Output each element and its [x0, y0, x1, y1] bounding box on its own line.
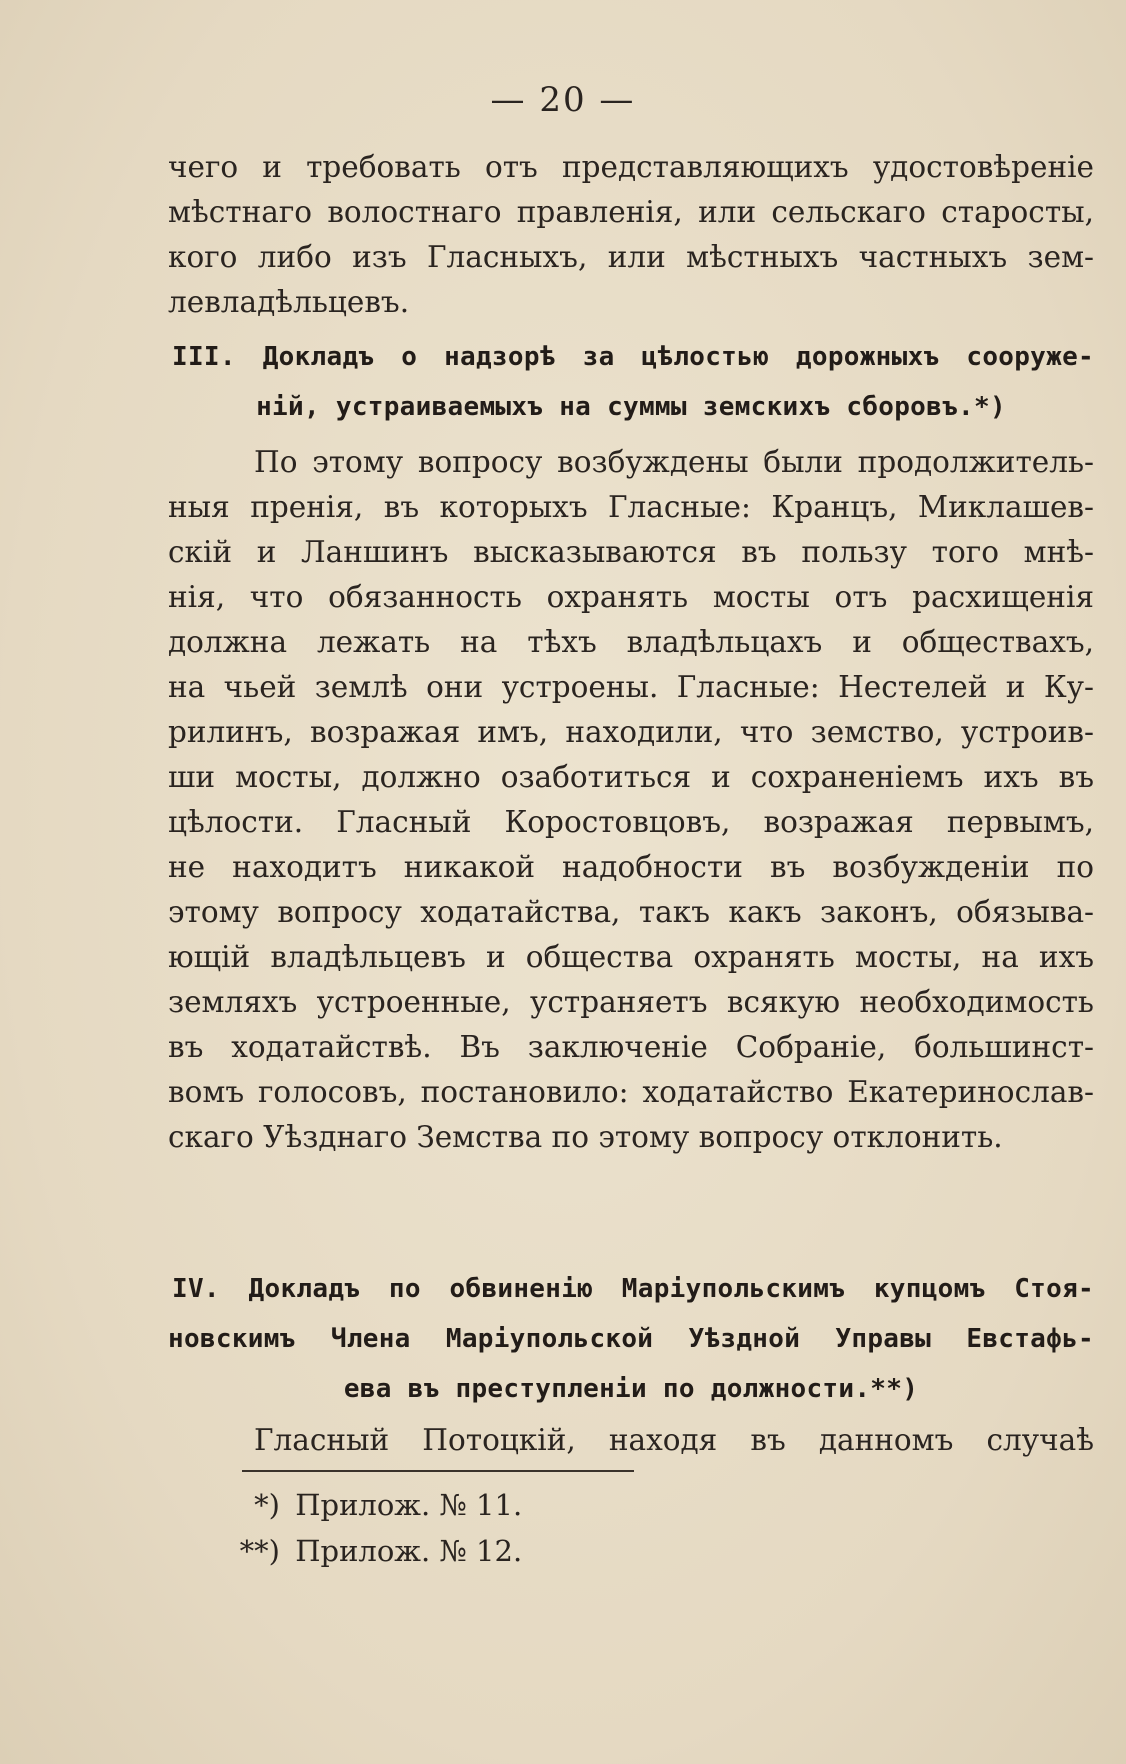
paragraph-continuation: [168, 145, 1094, 325]
footnotes: [228, 1482, 522, 1574]
footnote-mark: *): [254, 1488, 280, 1522]
footnote-text: Прилож. № 11.: [295, 1488, 523, 1522]
text-line: должна лежать на тѣхъ владѣльцахъ и обществахъ,: [168, 625, 1094, 659]
text-line: не находитъ никакой надобности въ возбужденіи по: [168, 850, 1094, 884]
text-line: въ ходатайствѣ. Въ заключеніе Собраніе, большинст-: [168, 1030, 1094, 1064]
text-line: По этому вопросу возбуждены были продолжитель-: [254, 445, 1094, 479]
heading-line: III. Докладъ о надзорѣ за цѣлостью дорожныхъ сооруже-: [172, 342, 1094, 372]
footnote: [228, 1528, 522, 1574]
section-4-heading: [168, 1264, 1094, 1414]
text-line: ющій владѣльцевъ и общества охранять мосты, на ихъ: [168, 940, 1094, 974]
section-3-body: [168, 440, 1094, 1160]
text-line: вомъ голосовъ, постановило: ходатайство Екатеринослав-: [168, 1075, 1094, 1109]
text-line: левладѣльцевъ.: [168, 285, 410, 319]
footnote-divider: [242, 1470, 634, 1472]
footnote-mark: **): [239, 1534, 280, 1568]
text-line: ши мосты, должно озаботиться и сохраненіемъ ихъ въ: [168, 760, 1094, 794]
text-line: мѣстнаго волостнаго правленія, или сельскаго старосты,: [168, 195, 1094, 229]
text-line: ныя пренія, въ которыхъ Гласные: Кранцъ, Миклашев-: [168, 490, 1094, 524]
text-line: скій и Ланшинъ высказываются въ пользу того мнѣ-: [168, 535, 1094, 569]
text-line: нія, что обязанность охранять мосты отъ расхищенія: [168, 580, 1094, 614]
text-line: скаго Уѣзднаго Земства по этому вопросу отклонить.: [168, 1120, 1003, 1154]
heading-line: ній, устраиваемыхъ на суммы земскихъ сборовъ.*): [256, 392, 1006, 422]
section-3-heading: [168, 332, 1094, 432]
heading-line: ева въ преступленіи по должности.**): [343, 1374, 919, 1404]
text-line: земляхъ устроенные, устраняетъ всякую необходимость: [168, 985, 1094, 1019]
heading-line: IV. Докладъ по обвиненію Маріупольскимъ купцомъ Стоя-: [172, 1274, 1094, 1304]
text-line: кого либо изъ Гласныхъ, или мѣстныхъ частныхъ зем-: [168, 240, 1094, 274]
page-number: — 20 —: [490, 80, 636, 120]
text-line: рилинъ, возражая имъ, находили, что земство, устроив-: [168, 715, 1094, 749]
footnote: [228, 1482, 522, 1528]
heading-line: новскимъ Члена Маріупольской Уѣздной Управы Евстафь-: [168, 1324, 1094, 1354]
text-line: цѣлости. Гласный Коростовцовъ, возражая первымъ,: [168, 805, 1094, 839]
text-line: на чьей землѣ они устроены. Гласные: Нестелей и Ку-: [168, 670, 1094, 704]
text-line: чего и требовать отъ представляющихъ удостовѣреніе: [168, 150, 1094, 184]
text-line: этому вопросу ходатайства, такъ какъ законъ, обязыва-: [168, 895, 1094, 929]
footnote-text: Прилож. № 12.: [295, 1534, 523, 1568]
text-line: Гласный Потоцкій, находя въ данномъ случаѣ: [254, 1423, 1094, 1457]
section-4-body: [168, 1418, 1094, 1463]
